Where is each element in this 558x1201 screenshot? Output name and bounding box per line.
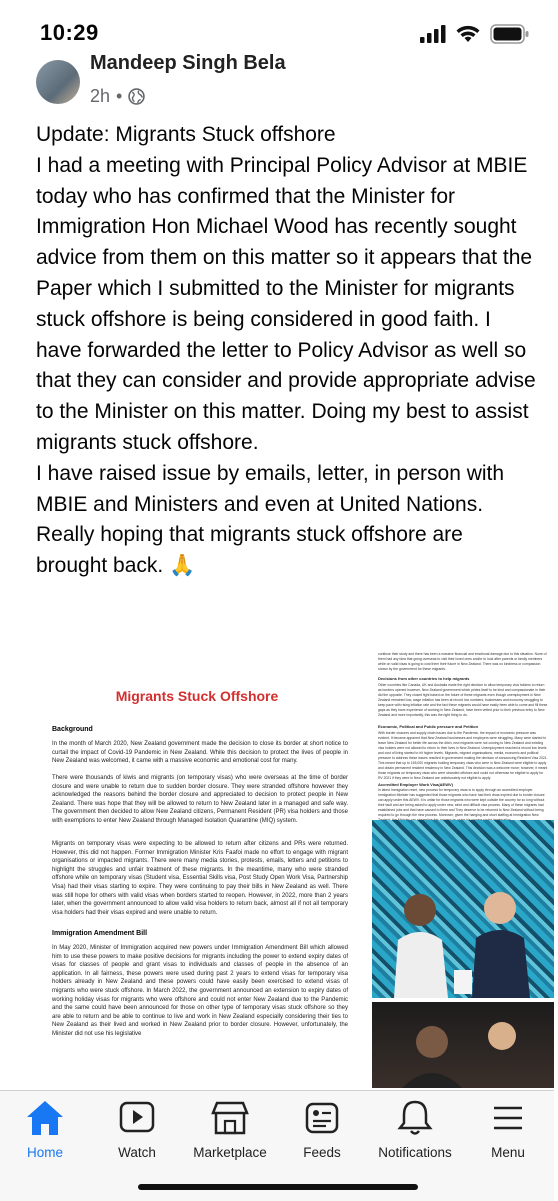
document-paragraph: Migrants on temporary visas were expecting to be allowed to return after citizens and PRs were returned. However, this did not happen. Former Immigration Minister Kris Faafoi made no effort to engage with migrant organisations or impacted migrants. There were many media stories, protests, emails, letters and petitions to highlight the struggles and unfair treatment of these migrants. In the meantime, many who were stranded offshore while on temporary visas (Student visa, Essential Skills visa, Post Study Open Work Visa, Partnership Visa) had their visas starting to expire. They were continuing to pay their bills in New Zealand as well. There was still hope for others with valid visas when borders started to reopen. However, in 2022, more than 2 years later, when the government announced to allow valid visa holders to return back, almost all if not all temporary visa holders had their visas expired and were unable to return. bbox=[52, 841, 348, 916]
cellular-signal-icon bbox=[420, 25, 446, 43]
document-page2-text: Other countries like Canada, UK and Australia made the right decision to allow temporary visa holders to return as borders opened however, New Zealand government which prides itself to be kind and compassionate in their did the opposite. They closed fight based on the future of these migrants even though unemployment in New Zealand remained low, wage inflation has been at record low numbers, businesses and economy struggling to keep pace with rising inflation rate and the fact these migrants would have easily been able to come and fill these gaps as they have experience of working in New Zealand, have been vetted prior to their previous entry to New Zealand and more importantly, this was the right thing to do. bbox=[378, 683, 548, 717]
document-page2-text: With border closures and supply chain issues due to the Pandemic, the impact of economic pressure was evident. It became apparent that New Zealand businesses and employers were struggling. Many were started to leave New Zealand for better life across the ditch, new migrants were not coming to New Zealand and existing visa holders were not allowed to return to their lives in New Zealand. Unemployment reached a record low levels and cost of living started to hit higher levels. Migrants, migrant organisations, media, economic and political pressure to address these issues resulted in government making the decision of announcing Resident Visa 2021. This meant that up to 165,000 migrants holding temporary visas who were in New Zealand were eligible to apply and obtain permanent resident residency in New Zealand. This decision was a welcome move; however, it meant those migrants on temporary visas who were stranded offshore and could not otherwise be eligible to apply for RV 2021 if they were in New Zealand are unfortunately not eligible to apply. bbox=[378, 731, 548, 780]
person-silhouette-image bbox=[372, 1002, 554, 1088]
document-heading-amendment: Immigration Amendment Bill bbox=[52, 930, 148, 937]
document-paragraph: In May 2020, Minister of Immigration acquired new powers under Immigration Amendment Bill which allowed him to use these powers to make positive decisions for migrants including the power to extend expiry dates of visas for classes of people and grant visas to individuals and classes of people in the absence of an application. In all fairness, these powers were used during past 2 years to extend visas for temporary visa holders already in New Zealand and these powers could have easily been exercised to extend visas of migrants who were stuck offshore. In March 2022, the government announced an extension to expiry dates of working holiday visas for migrants who were offshore and could not enter New Zealand due to the Pandemic and the same could have been announced for those on other type of temporary visas stuck offshore so they are able to return and be able to continue to live and work in New Zealand especially considering their ties to New Zealand as their lived and worked in New Zealand prior to border closure. However, unfortunately, the Minister did not use his legislative bbox=[52, 945, 348, 1037]
tab-watch[interactable] bbox=[87, 1099, 187, 1169]
tab-menu[interactable] bbox=[458, 1099, 558, 1169]
people-silhouette-image bbox=[372, 820, 554, 998]
globe-icon bbox=[128, 88, 145, 105]
document-page2-text: continue their study and there has been a massive financial and emotional damage due to this situation. None of them had any idea that going overseas to visit their loved ones and/or to look after parents or family members while on valid visas is going to cost them their future in New Zealand. There was no kindness or compassion shown by the government for these migrants. bbox=[378, 652, 547, 671]
document-title: Migrants Stuck Offshore bbox=[115, 688, 279, 704]
post-paragraph: I had a meeting with Principal Policy Advisor at MBIE today who has confirmed that the Minister for Immigration Hon Michael Wood has recently sought advice from them on this matter so it appears that the Paper which I submitted to the Minister for migrants stuck offshore is being considered in good faith. I have forwarded the letter to Policy Advisor as well so that they can consider and provide appropriate advise to the Minister on this matter. Doing my best to assist migrants stuck offshore. bbox=[36, 153, 536, 454]
post-header bbox=[0, 52, 554, 116]
tab-label: Feeds bbox=[303, 1145, 341, 1160]
document-image-page-1[interactable] bbox=[36, 646, 358, 1088]
status-icons bbox=[420, 24, 530, 44]
post-text bbox=[36, 120, 536, 582]
document-paragraph: There were thousands of kiwis and migrants (on temporary visas) who were overseas at the time of border closure and were unable to return due to sudden border closure. They were stranded offshore however they acknowledged the reasons behind the border closure and appreciated to decision to protect people in New Zealand. There was hope that they will be allowed to return to New Zealand later in a managed and safe way. The government then decided to allow New Zealand citizens, Permanent Resident (PR) visa holders and those with exemptions to enter New Zealand through Managed Isolation Quarantine (MIQ) system. bbox=[52, 775, 348, 824]
tab-label: Home bbox=[26, 1145, 63, 1160]
notifications-icon bbox=[395, 1099, 435, 1137]
tab-notifications[interactable] bbox=[365, 1099, 465, 1169]
document-page2-heading: Decisions from other countries to help migrants bbox=[378, 676, 470, 681]
post-age[interactable]: 2h bbox=[90, 86, 111, 106]
home-indicator[interactable] bbox=[138, 1184, 418, 1190]
meeting-photo[interactable] bbox=[372, 820, 554, 998]
post-paragraph: I have raised issue by emails, letter, in person with MBIE and Ministers and even at United Nations. Really hoping that migrants stuck offshore are brought back. 🙏 bbox=[36, 461, 505, 578]
document-image-page-2[interactable] bbox=[372, 646, 554, 816]
bottom-tab-bar bbox=[0, 1090, 554, 1201]
document-paragraph: In the month of March 2020, New Zealand government made the decision to close its border at short notice to curtail the impact of Covid-19 Pandemic in New Zealand. While this decision to protect the lives of people in New Zealand was welcomed, it came with a massive economic and emotional cost for many. bbox=[52, 741, 348, 765]
tab-label: Marketplace bbox=[193, 1145, 267, 1160]
menu-icon bbox=[488, 1099, 528, 1137]
wifi-icon bbox=[456, 25, 480, 43]
home-icon bbox=[25, 1099, 65, 1137]
feeds-icon bbox=[302, 1099, 342, 1137]
tab-label: Menu bbox=[491, 1145, 525, 1160]
document-page2-text: In latest Immigration reset, new process for temporary visas is to apply through an accredited employer. Immigration Minister has suggested that those migrants who have had their visas expired due to border closure can apply under this AEWV. It is unfair for those migrants who were kept outside the country for so long without their fault and are being asked to apply under new, strict and difficult visa process. Many of these migrants had established jobs and that have caused to them and They deserve to be returned to New Zealand without being required to go through the new process. Moreover, given the hanging and short staffing at Immigration New bbox=[378, 788, 545, 817]
document-heading-background: Background bbox=[52, 726, 93, 733]
second-photo[interactable] bbox=[372, 1002, 554, 1088]
post-meta bbox=[90, 86, 145, 107]
tab-label: Watch bbox=[118, 1145, 156, 1160]
post-paragraph: Update: Migrants Stuck offshore bbox=[36, 123, 336, 146]
avatar[interactable] bbox=[36, 60, 80, 104]
watch-icon bbox=[117, 1099, 157, 1137]
document-page2-heading: Accredited Employer Work Visa(AEWV) bbox=[378, 782, 453, 787]
tab-label: Notifications bbox=[378, 1145, 452, 1160]
tab-feeds[interactable] bbox=[272, 1099, 372, 1169]
document-page2-heading: Economic, Political and Public pressure and Petition bbox=[378, 724, 479, 729]
tab-home[interactable] bbox=[0, 1099, 95, 1169]
author-name[interactable]: Mandeep Singh Bela bbox=[90, 52, 286, 74]
meta-separator: • bbox=[116, 86, 123, 106]
battery-icon bbox=[490, 24, 530, 44]
tab-marketplace[interactable] bbox=[180, 1099, 280, 1169]
marketplace-icon bbox=[210, 1099, 250, 1137]
clock-time: 10:29 bbox=[40, 20, 99, 45]
